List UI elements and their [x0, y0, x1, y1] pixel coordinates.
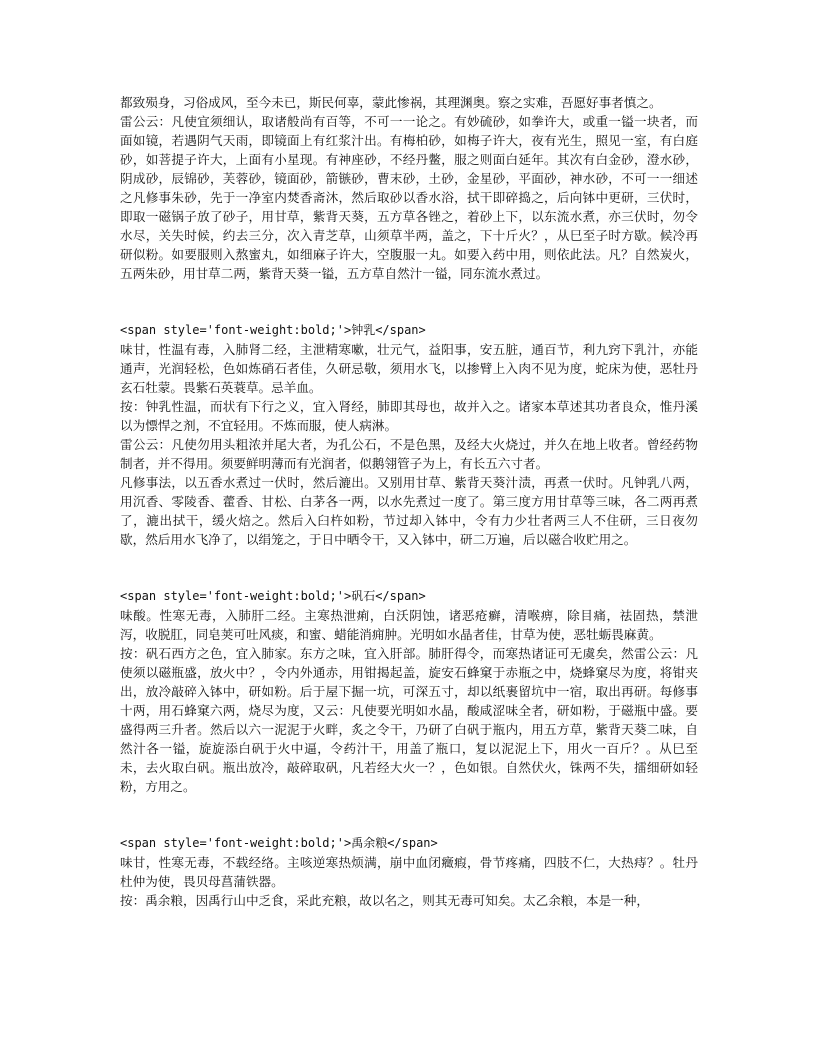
section-zhusha-continuation — [120, 93, 698, 283]
paragraph: 味酸。性寒无毒，入肺肝二经。主寒热泄痢，白沃阴蚀，诸恶疮癣，清喉痹，除目痛，祛固热，禁泄泻，收脱肛，同皂荚可吐风痰，和蜜、蜡能消痈肿。光明如水晶者佳，甘草为使，恶牡蛎畏麻黄。 — [120, 608, 698, 642]
section-heading: <span style='font-weight:bold;'>禹余粮</span> — [120, 836, 438, 850]
paragraph: 按：钟乳性温，而状有下行之义，宜入肾经，肺即其母也，故并入之。诸家本草述其功者良众，惟丹溪以为慓悍之剂，不宜轻用。不炼而服，使人病淋。 — [120, 399, 698, 433]
document-page — [120, 93, 698, 910]
section-fanshi — [120, 587, 698, 796]
section-heading: <span style='font-weight:bold;'>钟乳</span> — [120, 323, 426, 337]
paragraph: 味甘，性寒无毒，不载经络。主咳逆寒热烦满，崩中血闭癥瘕，骨节疼痛，四肢不仁，大热痔？。牡丹杜仲为使，畏贝母菖蒲铁器。 — [120, 855, 698, 889]
paragraph: 按：矾石西方之色，宜入肺家。东方之味，宜入肝部。肺肝得令，而寒热诸证可无虞矣，然雷公云：凡使须以磁瓶盛，放火中？，令内外通赤，用钳揭起盖，旋安石蜂窠于赤瓶之中，烧蜂窠尽为度，将钳夹出，放冷敲碎入钵中，研如粉。后于屋下掘一坑，可深五寸，却以纸裹留坑中一宿，取出再研。每修事十两，用石蜂窠六两，烧尽为度，又云：凡使要光明如水晶，酸咸涩味全者，研如粉，于磁瓶中盛。要盛得两三升者。然后以六一泥泥于火畔，炙之令干，乃研了白矾于瓶内，用五方草，紫背天葵二味，自然汁各一镒，旋旋添白矾于火中逼，令药汁干，用盖了瓶口，复以泥泥上下，用火一百斤？。从巳至未，去火取白矾。瓶出放冷，敲碎取矾，凡若经大火一？，色如银。自然伏火，铢两不失，擂细研如轻粉，方用之。 — [120, 646, 698, 794]
section-heading: <span style='font-weight:bold;'>矾石</span> — [120, 589, 426, 603]
paragraph: 按：禹余粮，因禹行山中乏食，采此充粮，故以名之，则其无毒可知矣。太乙余粮，本是一种， — [120, 893, 649, 908]
paragraph: 雷公云：凡使宜须细认，取诸般尚有百等，不可一一论之。有妙硫砂，如拳许大，或重一镒一块者，而面如镜，若遇阴气天雨，即镜面上有红浆汁出。有梅柏砂，如梅子许大，夜有光生，照见一室，有白庭砂，如菩提子许大，上面有小星现。有神座砂，不经丹鳖，服之则面白延年。其次有白金砂，澄水砂，阴成砂，辰锦砂，芙蓉砂，镜面砂，箭镞砂，曹末砂，土砂，金星砂，平面砂，神水砂，不可一一细述之凡修事朱砂，先于一净室内焚香斋沐，然后取砂以香水浴，拭干即碎捣之，后向钵中更研，三伏时，即取一磁锅子放了砂子，用甘草，紫背天葵，五方草各锉之，着砂上下，以东流水煮，亦三伏时，勿令水尽，关失时候，约去三分，次入青芝草，山须草半两，盖之，下十斤火？，从巳至子时方歇。候冷再研似粉。如要服则入熬蜜丸，如细麻子许大，空腹服一丸。如要入药中用，则依此法。凡？自然炭火，五两朱砂，用甘草二两，紫背天葵一镒，五方草自然汁一镒，同东流水煮过。 — [120, 114, 698, 281]
section-yuyuliang — [120, 834, 698, 910]
section-zhongru — [120, 321, 698, 549]
paragraph: 凡修事法，以五香水煮过一伏时，然后漉出。又别用甘草、紫背天葵汁渍，再煮一伏时。凡钟乳八两，用沉香、零陵香、藿香、甘松、白茅各一两，以水先煮过一度了。第三度方用甘草等三味，各二两再煮了，漉出拭干，缓火焙之。然后入臼杵如粉，节过却入钵中，令有力少壮者两三人不住研，三日夜勿歇，然后用水飞净了，以绢笼之，于日中晒令干，又入钵中，研二万遍，后以磁合收贮用之。 — [120, 475, 698, 547]
paragraph: 都致殒身，习俗成风，至今未已，斯民何辜，蒙此惨祸，其理渊奥。察之实难，吾愿好事者慎之。 — [120, 95, 662, 110]
paragraph: 味甘，性温有毒，入肺肾二经，主泄精寒嗽，壮元气，益阳事，安五脏，通百节，利九窍下乳汁，亦能通声，光润轻松，色如炼硝石者佳，久研忌敬，须用水飞，以掺臂上入肉不见为度，蛇床为使，恶牡丹玄石牡蒙。畏紫石英蓑草。忌羊血。 — [120, 342, 698, 395]
paragraph: 雷公云：凡使勿用头粗浓并尾大者，为孔公石，不是色黑，及经大火烧过，并久在地上收者。曾经药物制者，并不得用。须要鲜明薄而有光润者，似鹅翎管子为上，有长五六寸者。 — [120, 437, 698, 471]
